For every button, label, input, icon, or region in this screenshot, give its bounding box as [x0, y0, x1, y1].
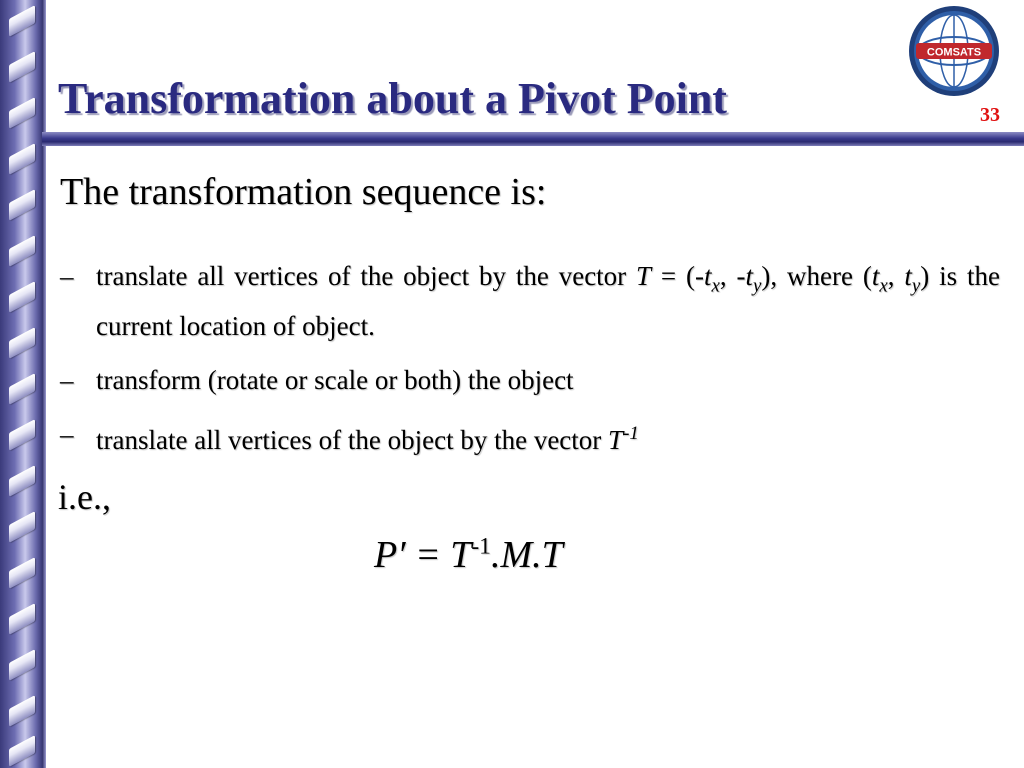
logo-text: COMSATS: [926, 46, 982, 59]
binder-rivet: [9, 97, 35, 129]
comsats-logo: [908, 5, 1000, 97]
title-underline-bar: [42, 132, 1024, 146]
binder-strip: [0, 0, 42, 768]
binder-rivet: [9, 373, 35, 405]
binder-rivet: [9, 695, 35, 727]
binder-rivet: [9, 465, 35, 497]
binder-rivet: [9, 189, 35, 221]
vector-symbol: T: [608, 425, 624, 456]
binder-rivet: [9, 235, 35, 267]
slide-title: Transformation about a Pivot Point: [58, 74, 727, 123]
binder-rivet: [9, 735, 35, 767]
dash-bullet: –: [60, 261, 74, 291]
binder-rivet: [9, 649, 35, 681]
binder-rivet: [9, 603, 35, 635]
ie-label: i.e.,: [58, 477, 111, 517]
formula: $P' = T^{-1}.M.T$: [374, 533, 563, 576]
list-item: – translate all vertices of the object by the vector $T = (-t_x$, $-t_y$), where ($t_x$, $t_y$) is the current location of object.: [60, 256, 1000, 346]
lead-sentence: The transformation sequence is:: [60, 171, 547, 213]
binder-rivet: [9, 511, 35, 543]
binder-rivet: [9, 327, 35, 359]
binder-rivet: [9, 419, 35, 451]
dash-bullet: –: [60, 419, 74, 450]
binder-rivet: [9, 5, 35, 37]
binder-rivet: [9, 143, 35, 175]
page-number: 33: [980, 104, 1000, 126]
list-item: – transform (rotate or scale or both) the object: [60, 360, 1000, 400]
vector-symbol: T: [636, 261, 652, 291]
bullet-list: [60, 256, 1000, 474]
binder-rivet: [9, 51, 35, 83]
list-item: – translate all vertices of the object by the vector $T^{-1}$: [60, 414, 1000, 460]
dash-bullet: –: [60, 365, 74, 396]
binder-rivet: [9, 281, 35, 313]
binder-edge: [42, 0, 46, 768]
binder-rivet: [9, 557, 35, 589]
